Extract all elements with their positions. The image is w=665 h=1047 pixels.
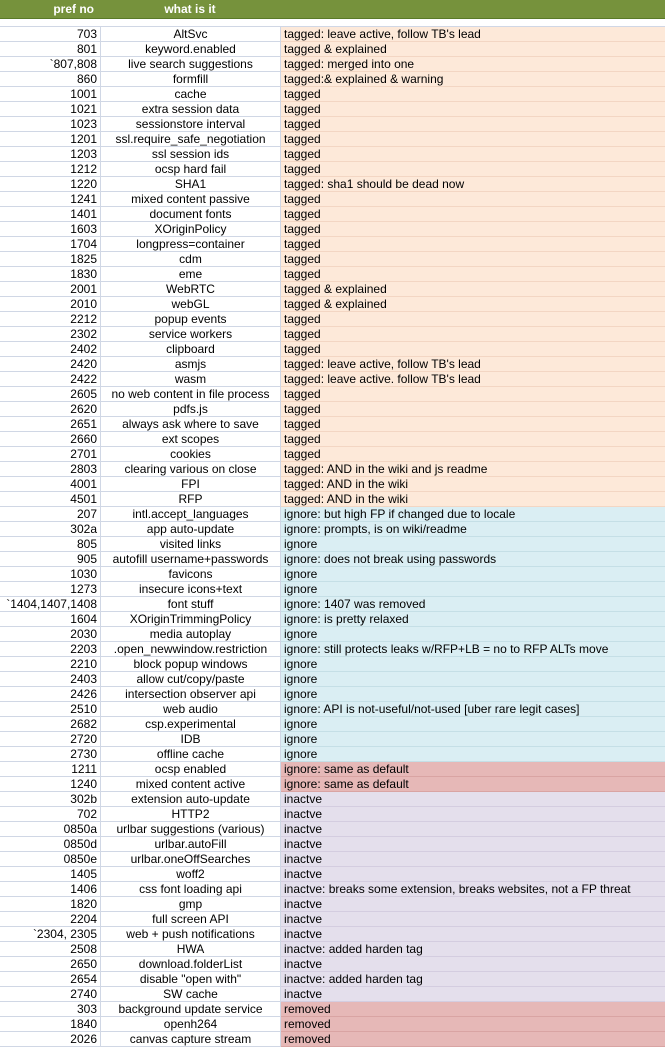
table-row	[0, 747, 665, 762]
pref-no-cell[interactable]: 2210	[0, 657, 101, 672]
status-cell[interactable]: tagged	[281, 417, 665, 432]
table-row	[0, 267, 665, 282]
table-row	[0, 552, 665, 567]
status-cell[interactable]: ignore: is pretty relaxed	[281, 612, 665, 627]
pref-no-cell[interactable]: 1211	[0, 762, 101, 777]
what-is-it-cell[interactable]: ocsp hard fail	[101, 162, 281, 177]
header-pref-no[interactable]: pref no	[53, 2, 94, 16]
status-cell[interactable]: tagged	[281, 117, 665, 132]
header-status[interactable]	[280, 0, 665, 18]
table-row	[0, 852, 665, 867]
status-cell[interactable]: tagged & explained	[281, 297, 665, 312]
pref-no-cell[interactable]: 702	[0, 807, 101, 822]
what-is-it-cell[interactable]: woff2	[101, 867, 281, 882]
status-cell[interactable]: tagged	[281, 147, 665, 162]
status-cell[interactable]: inactve	[281, 852, 665, 867]
pref-no-cell[interactable]: 905	[0, 552, 101, 567]
pref-no-cell[interactable]: 1220	[0, 177, 101, 192]
status-cell[interactable]: tagged	[281, 447, 665, 462]
pref-no-cell[interactable]: 2402	[0, 342, 101, 357]
pref-no-cell[interactable]: 302a	[0, 522, 101, 537]
what-is-it-cell[interactable]: allow cut/copy/paste	[101, 672, 281, 687]
pref-no-cell[interactable]: `2304, 2305	[0, 927, 101, 942]
what-is-it-cell[interactable]: RFP	[101, 492, 281, 507]
table-row	[0, 387, 665, 402]
pref-no-cell[interactable]: 1023	[0, 117, 101, 132]
status-cell[interactable]: inactve	[281, 912, 665, 927]
what-is-it-cell[interactable]: autofill username+passwords	[101, 552, 281, 567]
header-what-is-it[interactable]: what is it	[164, 2, 216, 16]
what-is-it-cell[interactable]: insecure icons+text	[101, 582, 281, 597]
status-cell[interactable]: ignore	[281, 717, 665, 732]
table-row	[0, 297, 665, 312]
pref-no-cell[interactable]: 1212	[0, 162, 101, 177]
table-row	[0, 462, 665, 477]
status-cell[interactable]: inactve	[281, 957, 665, 972]
what-is-it-cell[interactable]: cookies	[101, 447, 281, 462]
what-is-it-cell[interactable]: keyword.enabled	[101, 42, 281, 57]
pref-no-cell[interactable]: 2001	[0, 282, 101, 297]
status-cell[interactable]: tagged	[281, 192, 665, 207]
table-row	[0, 912, 665, 927]
what-is-it-cell[interactable]: app auto-update	[101, 522, 281, 537]
table-row	[0, 612, 665, 627]
what-is-it-cell[interactable]: cdm	[101, 252, 281, 267]
what-is-it-cell[interactable]: mixed content active	[101, 777, 281, 792]
what-is-it-cell[interactable]: urlbar.oneOffSearches	[101, 852, 281, 867]
status-cell[interactable]: tagged	[281, 312, 665, 327]
table-row	[0, 117, 665, 132]
pref-no-cell[interactable]: 1241	[0, 192, 101, 207]
table-row	[0, 192, 665, 207]
table-row	[0, 972, 665, 987]
what-is-it-cell[interactable]: formfill	[101, 72, 281, 87]
what-is-it-cell[interactable]: .open_newwindow.restriction	[101, 642, 281, 657]
what-is-it-cell[interactable]: HTTP2	[101, 807, 281, 822]
what-is-it-cell[interactable]: popup events	[101, 312, 281, 327]
what-is-it-cell[interactable]: document fonts	[101, 207, 281, 222]
table-row	[0, 132, 665, 147]
status-cell[interactable]: tagged: AND in the wiki	[281, 477, 665, 492]
pref-no-cell[interactable]: 1030	[0, 567, 101, 582]
what-is-it-cell[interactable]: clearing various on close	[101, 462, 281, 477]
what-is-it-cell[interactable]: ext scopes	[101, 432, 281, 447]
what-is-it-cell[interactable]: intersection observer api	[101, 687, 281, 702]
status-cell[interactable]: tagged: AND in the wiki and js readme	[281, 462, 665, 477]
table-row	[0, 807, 665, 822]
what-is-it-cell[interactable]: XOriginPolicy	[101, 222, 281, 237]
status-cell[interactable]: ignore	[281, 627, 665, 642]
what-is-it-cell[interactable]: web audio	[101, 702, 281, 717]
pref-no-cell[interactable]: 2720	[0, 732, 101, 747]
table-row	[0, 477, 665, 492]
what-is-it-cell[interactable]: block popup windows	[101, 657, 281, 672]
pref-no-cell[interactable]: 2510	[0, 702, 101, 717]
table-row	[0, 357, 665, 372]
status-cell[interactable]: ignore	[281, 657, 665, 672]
status-cell[interactable]: tagged: leave active. follow TB's lead	[281, 372, 665, 387]
pref-no-cell[interactable]: 2203	[0, 642, 101, 657]
what-is-it-cell[interactable]: offline cache	[101, 747, 281, 762]
pref-no-cell[interactable]: 2508	[0, 942, 101, 957]
what-is-it-cell[interactable]: media autoplay	[101, 627, 281, 642]
pref-no-cell[interactable]: 2620	[0, 402, 101, 417]
pref-no-cell[interactable]: 2302	[0, 327, 101, 342]
pref-no-cell[interactable]: 1830	[0, 267, 101, 282]
status-cell[interactable]: tagged: leave active, follow TB's lead	[281, 27, 665, 42]
status-cell[interactable]: tagged: AND in the wiki	[281, 492, 665, 507]
status-cell[interactable]: tagged	[281, 132, 665, 147]
what-is-it-cell[interactable]: AltSvc	[101, 27, 281, 42]
status-cell[interactable]: tagged: sha1 should be dead now	[281, 177, 665, 192]
table-row	[0, 927, 665, 942]
what-is-it-cell[interactable]: pdfs.js	[101, 402, 281, 417]
table-row	[0, 642, 665, 657]
status-cell[interactable]: inactve: breaks some extension, breaks websites, not a FP threat	[281, 882, 665, 897]
pref-no-cell[interactable]: 1820	[0, 897, 101, 912]
pref-no-cell[interactable]: 2730	[0, 747, 101, 762]
what-is-it-cell[interactable]: webGL	[101, 297, 281, 312]
table-row	[0, 792, 665, 807]
pref-no-cell[interactable]: 2026	[0, 1032, 101, 1047]
status-cell[interactable]: ignore	[281, 672, 665, 687]
pref-no-cell[interactable]: 0850e	[0, 852, 101, 867]
table-row	[0, 447, 665, 462]
table-row	[0, 417, 665, 432]
status-cell[interactable]: inactve	[281, 837, 665, 852]
status-cell[interactable]: tagged	[281, 387, 665, 402]
pref-no-cell[interactable]: 2420	[0, 357, 101, 372]
what-is-it-cell[interactable]: disable "open with"	[101, 972, 281, 987]
table-row	[0, 882, 665, 897]
what-is-it-cell[interactable]: eme	[101, 267, 281, 282]
status-cell[interactable]: tagged	[281, 207, 665, 222]
table-row	[0, 27, 665, 42]
pref-no-cell[interactable]: 1405	[0, 867, 101, 882]
status-cell[interactable]: inactve	[281, 792, 665, 807]
blank-row	[0, 19, 665, 27]
status-cell[interactable]: ignore	[281, 582, 665, 597]
what-is-it-cell[interactable]: always ask where to save	[101, 417, 281, 432]
pref-no-cell[interactable]: 2740	[0, 987, 101, 1002]
status-cell[interactable]: removed	[281, 1017, 665, 1032]
table-row	[0, 312, 665, 327]
what-is-it-cell[interactable]: IDB	[101, 732, 281, 747]
status-cell[interactable]: ignore: still protects leaks w/RFP+LB = no to RFP ALTs move	[281, 642, 665, 657]
table-row	[0, 342, 665, 357]
pref-no-cell[interactable]: 2605	[0, 387, 101, 402]
status-cell[interactable]: inactve	[281, 927, 665, 942]
pref-no-cell[interactable]: 2654	[0, 972, 101, 987]
status-cell[interactable]: tagged	[281, 87, 665, 102]
status-cell[interactable]: inactve	[281, 807, 665, 822]
table-row	[0, 207, 665, 222]
table-row	[0, 597, 665, 612]
what-is-it-cell[interactable]: visited links	[101, 537, 281, 552]
pref-no-cell[interactable]: 2650	[0, 957, 101, 972]
status-cell[interactable]: inactve: added harden tag	[281, 942, 665, 957]
status-cell[interactable]: tagged	[281, 102, 665, 117]
pref-no-cell[interactable]: 1021	[0, 102, 101, 117]
pref-no-cell[interactable]: 2403	[0, 672, 101, 687]
pref-no-cell[interactable]: 2651	[0, 417, 101, 432]
status-cell[interactable]: inactve	[281, 867, 665, 882]
what-is-it-cell[interactable]: css font loading api	[101, 882, 281, 897]
status-cell[interactable]: tagged	[281, 252, 665, 267]
what-is-it-cell[interactable]: mixed content passive	[101, 192, 281, 207]
what-is-it-cell[interactable]: service workers	[101, 327, 281, 342]
status-cell[interactable]: inactve	[281, 822, 665, 837]
table-row	[0, 507, 665, 522]
status-cell[interactable]: ignore: same as default	[281, 762, 665, 777]
table-row	[0, 87, 665, 102]
table-row	[0, 327, 665, 342]
pref-no-cell[interactable]: 801	[0, 42, 101, 57]
table-row	[0, 252, 665, 267]
table-row	[0, 942, 665, 957]
table-row	[0, 657, 665, 672]
status-cell[interactable]: ignore: prompts, is on wiki/readme	[281, 522, 665, 537]
pref-no-cell[interactable]: 1840	[0, 1017, 101, 1032]
status-cell[interactable]: ignore: but high FP if changed due to locale	[281, 507, 665, 522]
table-row	[0, 237, 665, 252]
what-is-it-cell[interactable]: ssl.require_safe_negotiation	[101, 132, 281, 147]
what-is-it-cell[interactable]: ssl session ids	[101, 147, 281, 162]
status-cell[interactable]: tagged	[281, 222, 665, 237]
status-cell[interactable]: tagged: leave active, follow TB's lead	[281, 357, 665, 372]
table-row	[0, 177, 665, 192]
what-is-it-cell[interactable]: sessionstore interval	[101, 117, 281, 132]
pref-no-cell[interactable]: 0850d	[0, 837, 101, 852]
table-row	[0, 567, 665, 582]
table-row	[0, 522, 665, 537]
table-row	[0, 672, 665, 687]
status-cell[interactable]: ignore: does not break using passwords	[281, 552, 665, 567]
table-row	[0, 42, 665, 57]
table-row	[0, 372, 665, 387]
pref-no-cell[interactable]: 4501	[0, 492, 101, 507]
table-row	[0, 432, 665, 447]
table-row	[0, 282, 665, 297]
pref-no-cell[interactable]: 1201	[0, 132, 101, 147]
status-cell[interactable]: removed	[281, 1032, 665, 1047]
what-is-it-cell[interactable]: csp.experimental	[101, 717, 281, 732]
pref-no-cell[interactable]: 4001	[0, 477, 101, 492]
pref-no-cell[interactable]: 2010	[0, 297, 101, 312]
what-is-it-cell[interactable]: asmjs	[101, 357, 281, 372]
table-row	[0, 717, 665, 732]
table-row	[0, 147, 665, 162]
what-is-it-cell[interactable]: background update service	[101, 1002, 281, 1017]
pref-no-cell[interactable]: 1240	[0, 777, 101, 792]
what-is-it-cell[interactable]: SHA1	[101, 177, 281, 192]
what-is-it-cell[interactable]: intl.accept_languages	[101, 507, 281, 522]
pref-no-cell[interactable]: 1704	[0, 237, 101, 252]
table-row	[0, 72, 665, 87]
what-is-it-cell[interactable]: cache	[101, 87, 281, 102]
status-cell[interactable]: removed	[281, 1002, 665, 1017]
table-row	[0, 957, 665, 972]
what-is-it-cell[interactable]: font stuff	[101, 597, 281, 612]
status-cell[interactable]: tagged: merged into one	[281, 57, 665, 72]
table-row	[0, 837, 665, 852]
status-cell[interactable]: inactve	[281, 987, 665, 1002]
pref-no-cell[interactable]: 2701	[0, 447, 101, 462]
status-cell[interactable]: tagged	[281, 402, 665, 417]
pref-no-cell[interactable]: 2660	[0, 432, 101, 447]
what-is-it-cell[interactable]: full screen API	[101, 912, 281, 927]
what-is-it-cell[interactable]: clipboard	[101, 342, 281, 357]
status-cell[interactable]: tagged & explained	[281, 282, 665, 297]
what-is-it-cell[interactable]: openh264	[101, 1017, 281, 1032]
status-cell[interactable]: tagged	[281, 342, 665, 357]
table-row	[0, 732, 665, 747]
pref-no-cell[interactable]: 1604	[0, 612, 101, 627]
pref-no-cell[interactable]: 2682	[0, 717, 101, 732]
pref-no-cell[interactable]: 1406	[0, 882, 101, 897]
pref-no-cell[interactable]: 2204	[0, 912, 101, 927]
pref-no-cell[interactable]: `1404,1407,1408	[0, 597, 101, 612]
table-row	[0, 402, 665, 417]
table-body	[0, 27, 665, 1047]
what-is-it-cell[interactable]: FPI	[101, 477, 281, 492]
table-row	[0, 777, 665, 792]
table-row	[0, 822, 665, 837]
status-cell[interactable]: tagged	[281, 237, 665, 252]
table-row	[0, 57, 665, 72]
table-row	[0, 762, 665, 777]
what-is-it-cell[interactable]: download.folderList	[101, 957, 281, 972]
table-row	[0, 1017, 665, 1032]
status-cell[interactable]: tagged	[281, 327, 665, 342]
pref-no-cell[interactable]: 1825	[0, 252, 101, 267]
status-cell[interactable]: ignore	[281, 732, 665, 747]
table-row	[0, 162, 665, 177]
table-row	[0, 987, 665, 1002]
what-is-it-cell[interactable]: gmp	[101, 897, 281, 912]
status-cell[interactable]: inactve	[281, 897, 665, 912]
table-row	[0, 1002, 665, 1017]
pref-no-cell[interactable]: 1603	[0, 222, 101, 237]
table-row	[0, 627, 665, 642]
pref-no-cell[interactable]: 805	[0, 537, 101, 552]
pref-no-cell[interactable]: 302b	[0, 792, 101, 807]
what-is-it-cell[interactable]: extra session data	[101, 102, 281, 117]
pref-no-cell[interactable]: 303	[0, 1002, 101, 1017]
what-is-it-cell[interactable]: WebRTC	[101, 282, 281, 297]
pref-no-cell[interactable]: 860	[0, 72, 101, 87]
table-row	[0, 897, 665, 912]
what-is-it-cell[interactable]: urlbar.autoFill	[101, 837, 281, 852]
what-is-it-cell[interactable]: live search suggestions	[101, 57, 281, 72]
status-cell[interactable]: tagged:& explained & warning	[281, 72, 665, 87]
status-cell[interactable]: ignore	[281, 687, 665, 702]
status-cell[interactable]: ignore	[281, 747, 665, 762]
status-cell[interactable]: ignore	[281, 567, 665, 582]
table-row	[0, 492, 665, 507]
what-is-it-cell[interactable]: SW cache	[101, 987, 281, 1002]
what-is-it-cell[interactable]: extension auto-update	[101, 792, 281, 807]
table-row	[0, 687, 665, 702]
pref-no-cell[interactable]: 0850a	[0, 822, 101, 837]
pref-no-cell[interactable]: 2426	[0, 687, 101, 702]
table-row	[0, 222, 665, 237]
status-cell[interactable]: inactve: added harden tag	[281, 972, 665, 987]
what-is-it-cell[interactable]: ocsp enabled	[101, 762, 281, 777]
what-is-it-cell[interactable]: no web content in file process	[101, 387, 281, 402]
what-is-it-cell[interactable]: canvas capture stream	[101, 1032, 281, 1047]
status-cell[interactable]: ignore: 1407 was removed	[281, 597, 665, 612]
what-is-it-cell[interactable]: longpress=container	[101, 237, 281, 252]
what-is-it-cell[interactable]: web + push notifications	[101, 927, 281, 942]
what-is-it-cell[interactable]: favicons	[101, 567, 281, 582]
what-is-it-cell[interactable]: urlbar suggestions (various)	[101, 822, 281, 837]
pref-no-cell[interactable]: 2803	[0, 462, 101, 477]
pref-no-cell[interactable]: 1401	[0, 207, 101, 222]
pref-no-cell[interactable]: 2422	[0, 372, 101, 387]
pref-no-cell[interactable]: 2030	[0, 627, 101, 642]
pref-no-cell[interactable]: 1203	[0, 147, 101, 162]
status-cell[interactable]: tagged & explained	[281, 42, 665, 57]
table-row	[0, 1032, 665, 1047]
what-is-it-cell[interactable]: HWA	[101, 942, 281, 957]
pref-no-cell[interactable]: 1001	[0, 87, 101, 102]
header-row	[0, 0, 665, 19]
table-row	[0, 582, 665, 597]
status-cell[interactable]: ignore: same as default	[281, 777, 665, 792]
status-cell[interactable]: ignore	[281, 537, 665, 552]
pref-no-cell[interactable]: `807,808	[0, 57, 101, 72]
pref-no-cell[interactable]: 703	[0, 27, 101, 42]
table-row	[0, 537, 665, 552]
what-is-it-cell[interactable]: XOriginTrimmingPolicy	[101, 612, 281, 627]
what-is-it-cell[interactable]: wasm	[101, 372, 281, 387]
table-row	[0, 702, 665, 717]
status-cell[interactable]: tagged	[281, 432, 665, 447]
pref-no-cell[interactable]: 1273	[0, 582, 101, 597]
table-row	[0, 102, 665, 117]
status-cell[interactable]: tagged	[281, 162, 665, 177]
pref-no-cell[interactable]: 207	[0, 507, 101, 522]
status-cell[interactable]: tagged	[281, 267, 665, 282]
pref-no-cell[interactable]: 2212	[0, 312, 101, 327]
table-row	[0, 867, 665, 882]
status-cell[interactable]: ignore: API is not-useful/not-used [uber rare legit cases]	[281, 702, 665, 717]
